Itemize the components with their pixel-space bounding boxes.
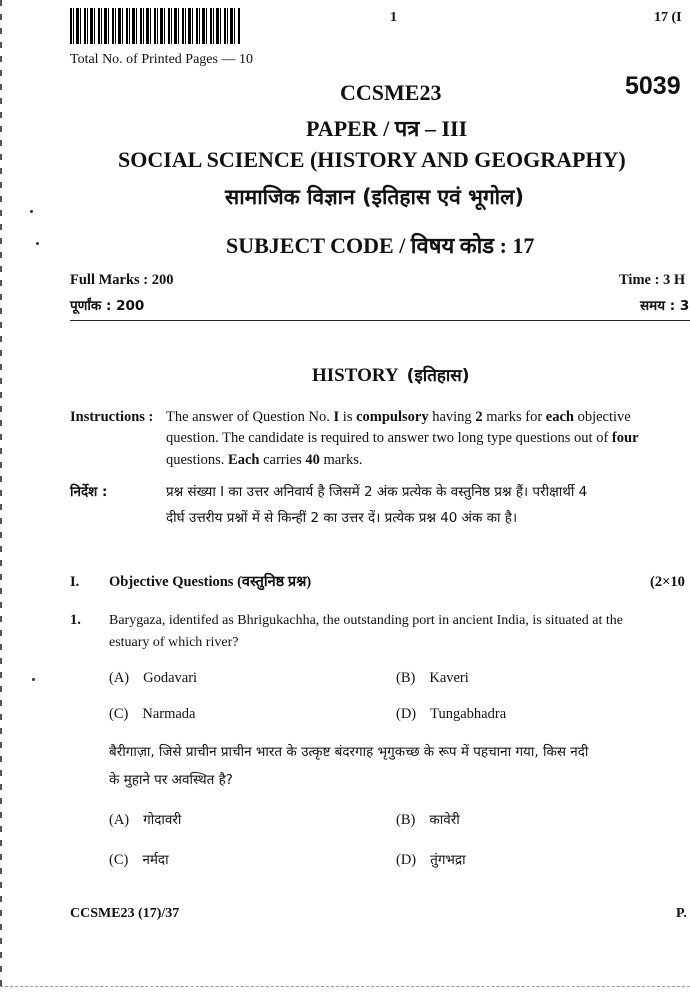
- page-bottom-edge: [0, 986, 690, 987]
- option-b-hi: (B) कावेरी: [396, 812, 460, 828]
- question-text-hi-1: बैरीगाज़ा, जिसे प्राचीन प्राचीन भारत के उत्कृष्ट बंदरगाह भृगुकच्छ के रूप में पहचाना गया, किस नदी: [109, 744, 589, 760]
- instructions-label-hi: निर्देश :: [70, 484, 108, 500]
- part-marks: (2×10: [650, 574, 685, 590]
- page-number: 1: [390, 10, 397, 25]
- instructions-line-1: The answer of Question No. I is compulsory having 2 marks for each objective: [166, 409, 631, 425]
- instructions-hi-line-1: प्रश्न संख्या I का उत्तर अनिवार्य है जिसमें 2 अंक प्रत्येक के वस्तुनिष्ठ प्रश्न हैं। परीक्षार्थी 4: [166, 484, 588, 500]
- serial-number: 5039: [625, 72, 681, 100]
- time-en: Time : 3 H: [619, 272, 686, 288]
- full-marks-en: Full Marks : 200: [70, 272, 174, 288]
- total-pages: Total No. of Printed Pages — 10: [70, 52, 253, 67]
- time-hi: समय : 3: [640, 298, 690, 314]
- corner-code: 17 (I: [654, 10, 682, 25]
- section-title-hi: (इतिहास): [406, 366, 470, 386]
- subject-title-hi: सामाजिक विज्ञान (इतिहास एवं भूगोल): [225, 185, 524, 209]
- header-divider: [70, 320, 690, 321]
- subject-title-en: SOCIAL SCIENCE (HISTORY AND GEOGRAPHY): [118, 147, 626, 172]
- section-title: [312, 363, 470, 387]
- barcode: [70, 8, 240, 44]
- scan-dot: [36, 242, 39, 245]
- instructions-label: Instructions :: [70, 409, 154, 425]
- question-text-hi-2: के मुहाने पर अवस्थित है?: [109, 772, 233, 788]
- option-d-en: (D) Tungabhadra: [396, 706, 507, 722]
- question-text-en-2: estuary of which river?: [109, 635, 239, 650]
- section-title-en: HISTORY: [312, 365, 398, 386]
- question-number: 1.: [70, 612, 81, 628]
- option-c-en: (C) Narmada: [109, 706, 196, 722]
- scan-dot: [30, 210, 33, 213]
- instructions-line-2: question. The candidate is required to answer two long type questions out of four: [166, 430, 639, 446]
- paper-title: PAPER / पत्र – III: [306, 116, 468, 141]
- instructions-line-3: questions. Each carries 40 marks.: [166, 452, 363, 468]
- option-a-hi: (A) गोदावरी: [109, 812, 182, 828]
- footer-next: P.: [676, 906, 687, 921]
- full-marks-hi: पूर्णांक : 200: [70, 298, 145, 314]
- scan-dot: [32, 678, 35, 681]
- option-b-en: (B) Kaveri: [396, 670, 469, 686]
- option-c-hi: (C) नर्मदा: [109, 852, 169, 868]
- subject-code: SUBJECT CODE / विषय कोड : 17: [226, 233, 535, 258]
- paper-code: CCSME23: [340, 80, 442, 105]
- part-title: Objective Questions (वस्तुनिष्ठ प्रश्न): [109, 574, 312, 590]
- part-number: I.: [70, 574, 80, 590]
- question-text-en-1: Barygaza, identifed as Bhrigukachha, the outstanding port in ancient India, is situated at the: [109, 613, 623, 628]
- instructions-hi-line-2: दीर्घ उत्तरीय प्रश्नों में से किन्हीं 2 का उत्तर दें। प्रत्येक प्रश्न 40 अंक का है।: [166, 510, 518, 526]
- option-d-hi: (D) तुंगभद्रा: [396, 852, 466, 868]
- footer-code: CCSME23 (17)/37: [70, 906, 180, 921]
- left-margin-rule: [0, 0, 2, 994]
- option-a-en: (A) Godavari: [109, 670, 198, 686]
